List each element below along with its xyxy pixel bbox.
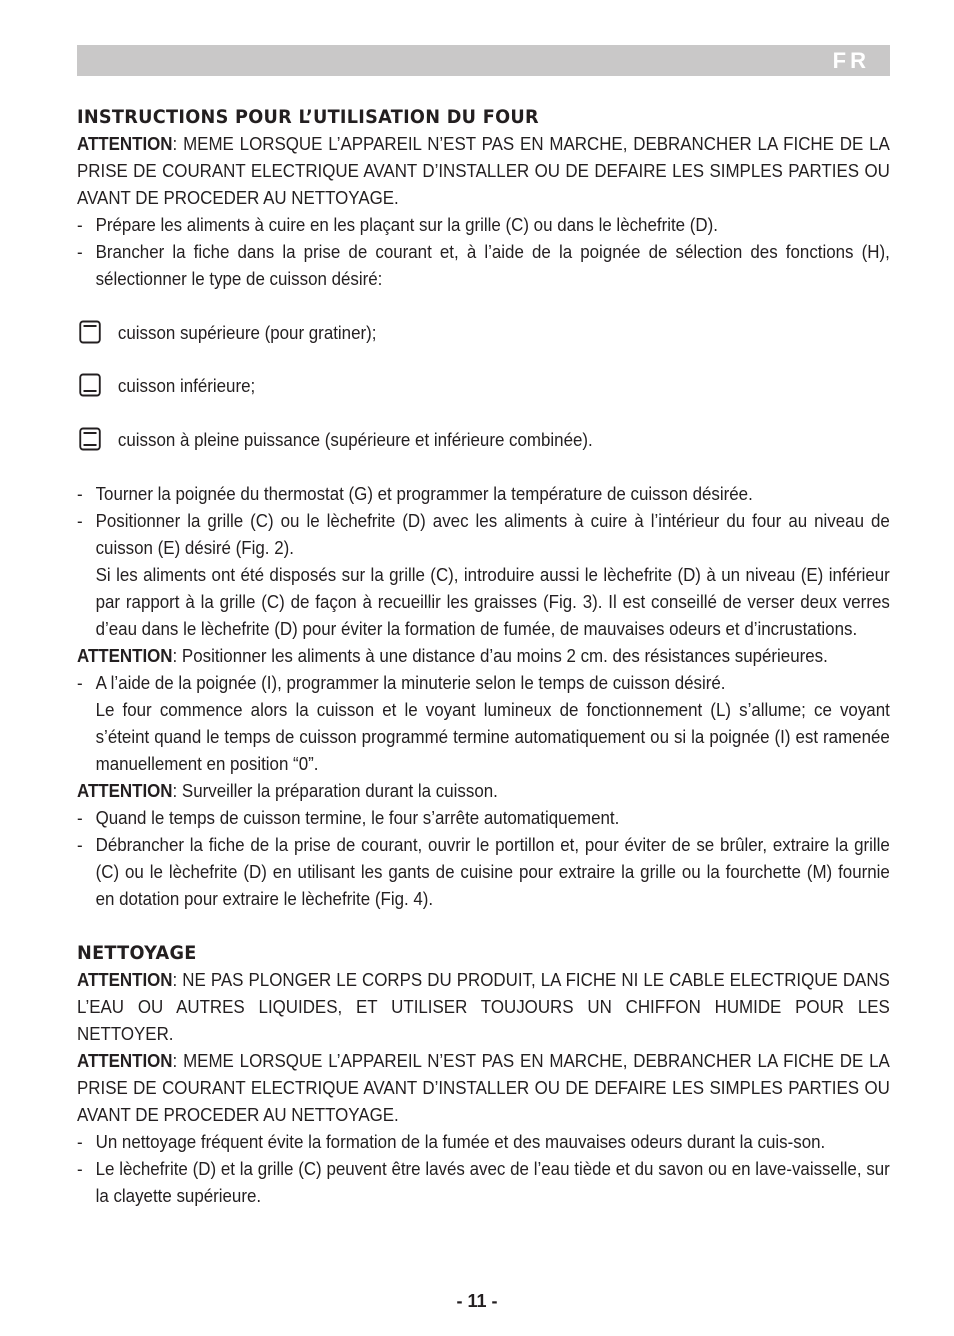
list-item-continuation: Le four commence alors la cuisson et le voyant lumineux de fonctionnement (L) s’allume; ce voyant s’éteint quand le temps de cuisson programmé termine automatiquement ou si la poignée (I) est ramenée manuellement en position “0”. [95,700,890,774]
list-dash: - [77,511,83,531]
list-item [77,670,890,697]
attention-label: ATTENTION [77,134,173,154]
top-heating-icon [79,320,101,352]
list-dash: - [77,1159,83,1179]
list-item [77,805,890,832]
list-item [77,832,890,913]
header-bar [77,45,890,76]
list-dash: - [77,215,83,235]
mode-label: cuisson inférieure; [117,376,256,396]
section-title-instructions: INSTRUCTIONS POUR L’UTILISATION DU FOUR [77,106,539,128]
list-dash: - [77,835,83,855]
list-item-text: Quand le temps de cuisson termine, le four s’arrête automatiquement. [95,808,620,828]
list-dash: - [77,242,83,262]
mode-label: cuisson à pleine puissance (supérieure et inférieure combinée). [117,430,593,450]
list-dash: - [77,808,83,828]
attention-label: ATTENTION [77,970,173,990]
list-item-text: A l’aide de la poignée (I), programmer la minuterie selon le temps de cuisson désiré. [95,673,726,693]
attention-paragraph [77,131,890,212]
mode-label: cuisson supérieure (pour gratiner); [117,323,377,343]
list-item [77,508,890,562]
attention-paragraph [77,778,890,805]
section-title-nettoyage: NETTOYAGE [77,942,197,964]
list-item-text: Brancher la fiche dans la prise de courant et, à l’aide de la poignée de sélection des fonctions (H), sélectionner le type de cuisson désiré: [95,242,890,289]
list-item [77,239,890,293]
list-item [77,1156,890,1210]
attention-paragraph [77,1048,890,1129]
bottom-heating-icon [79,373,101,405]
cooking-mode-bottom [77,373,890,400]
list-dash: - [77,673,83,693]
page-content [77,104,890,1210]
list-dash: - [77,484,83,504]
language-label: FR [832,48,870,73]
attention-text: : MEME LORSQUE L’APPAREIL N’EST PAS EN MARCHE, DEBRANCHER LA FICHE DE LA PRISE DE COURANT ELECTRIQUE AVANT D’INSTALLER OU DE DEFAIRE LES SIMPLES PARTIES OU AVANT DE PROCEDER AU NETTOYAGE. [77,134,890,208]
list-item-text: Prépare les aliments à cuire en les plaçant sur la grille (C) ou dans le lèchefrite (D). [95,215,718,235]
list-item-text: Un nettoyage fréquent évite la formation de la fumée et des mauvaises odeurs durant la cuis-son. [95,1132,826,1152]
attention-label: ATTENTION [77,1051,173,1071]
attention-text: : NE PAS PLONGER LE CORPS DU PRODUIT, LA FICHE NI LE CABLE ELECTRIQUE DANS L’EAU OU AUTRES LIQUIDES, ET UTILISER TOUJOURS UN CHIFFON HUMIDE POUR LES NETTOYER. [77,970,890,1044]
list-item-text: Débrancher la fiche de la prise de courant, ouvrir le portillon et, pour éviter de se brûler, extraire la grille (C) ou le lèchefrite (D) en utilisant les gants de cuisine pour extraire la grille ou la fourchette (M) fournie en dotation pour extraire le lèchefrite (Fig. 4). [95,835,890,909]
list-item [77,481,890,508]
attention-label: ATTENTION [77,646,173,666]
list-item-text: Le lèchefrite (D) et la grille (C) peuvent être lavés avec de l’eau tiède et du savon ou en lave-vaisselle, sur la clayette supérieure. [95,1159,890,1206]
list-item-text: Positionner la grille (C) ou le lèchefrite (D) avec les aliments à cuire à l’intérieur du four au niveau de cuisson (E) désiré (Fig. 2). [95,511,890,558]
list-item-continuation: Si les aliments ont été disposés sur la grille (C), introduire aussi le lèchefrite (D) à un niveau (E) inférieur par rapport à la grille (C) de façon à recueillir les graisses (Fig. 3). Il est conseillé de verser deux verres d’eau dans le lèchefrite (D) pour éviter la formation de fumée, de mauvaises odeurs et d’incrustations. [95,565,890,639]
attention-paragraph [77,643,890,670]
full-heating-icon [79,427,101,459]
attention-label: ATTENTION [77,781,173,801]
attention-text: : Surveiller la préparation durant la cuisson. [172,781,498,801]
page-number: - 11 - [456,1291,498,1311]
cooking-mode-top [77,320,890,347]
attention-text: : MEME LORSQUE L’APPAREIL N’EST PAS EN MARCHE, DEBRANCHER LA FICHE DE LA PRISE DE COURANT ELECTRIQUE AVANT D’INSTALLER OU DE DEFAIRE LES SIMPLES PARTIES OU AVANT DE PROCEDER AU NETTOYAGE. [77,1051,890,1125]
cooking-mode-full [77,427,890,454]
attention-text: : Positionner les aliments à une distance d’au moins 2 cm. des résistances supérieures. [172,646,828,666]
list-dash: - [77,1132,83,1152]
attention-paragraph [77,967,890,1048]
list-item-text: Tourner la poignée du thermostat (G) et programmer la température de cuisson désirée. [95,484,753,504]
list-item [77,212,890,239]
list-item [77,1129,890,1156]
